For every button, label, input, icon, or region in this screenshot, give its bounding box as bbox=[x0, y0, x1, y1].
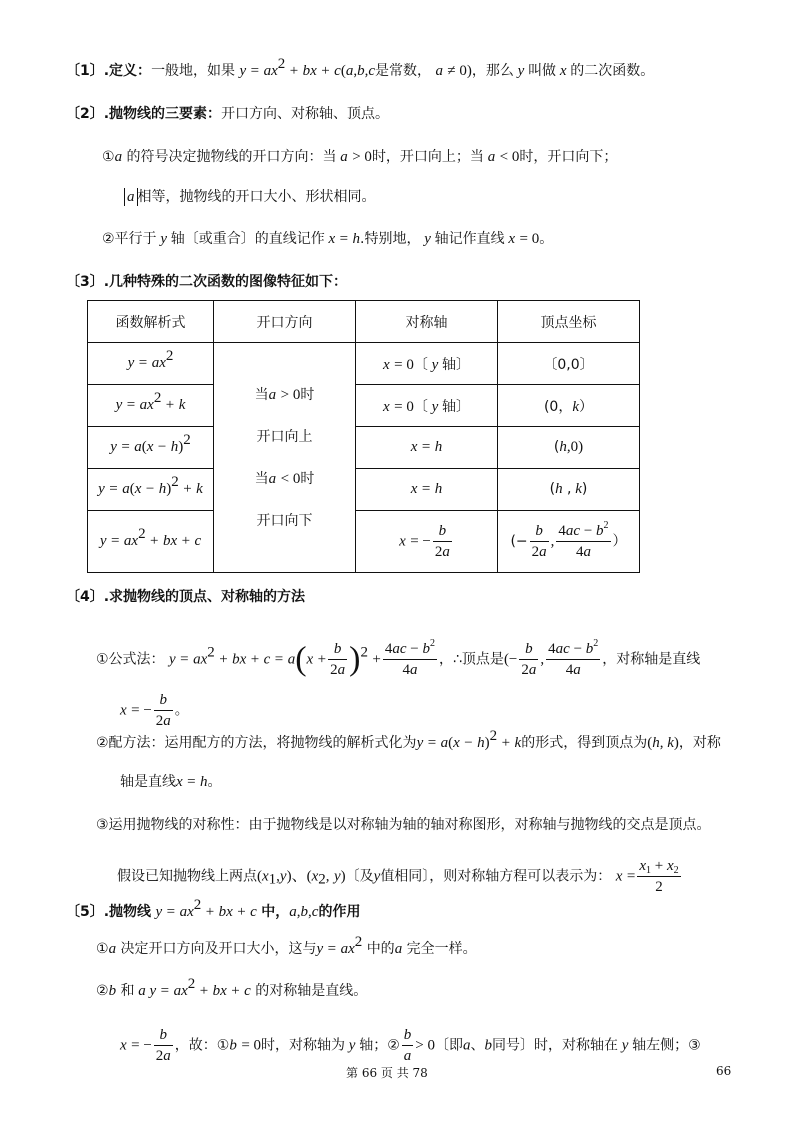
section-4-heading-line bbox=[66, 587, 305, 607]
table-cell-formula: $y = ax^2 + k$ bbox=[88, 385, 214, 427]
section-2-heading: 〔2〕.抛物线的三要素： bbox=[66, 106, 222, 122]
table-row bbox=[88, 427, 640, 469]
table-header: 对称轴 bbox=[356, 301, 498, 343]
section-5-heading: 〔5〕.抛物线 bbox=[66, 904, 152, 920]
table-cell-formula: $y = a(x - h)^2$ bbox=[88, 427, 214, 469]
abs-a-line: a 相等，抛物线的开口大小、形状相同。 bbox=[124, 187, 376, 207]
table-header: 顶点坐标 bbox=[498, 301, 640, 343]
page-number: 66 bbox=[716, 1064, 732, 1078]
page-footer-center: 第 66 页 共 78 bbox=[346, 1066, 428, 1080]
completing-square-axis-line: 轴是直线x = h。 bbox=[120, 774, 222, 790]
table-cell-vertex: (h,0) bbox=[498, 427, 640, 469]
section-3-heading: 〔3〕.几种特殊的二次函数的图像特征如下： bbox=[66, 274, 348, 290]
table-cell-opening: 当a > 0时 开口向上 当a < 0时 开口向下 bbox=[214, 343, 356, 573]
two-points-line: 假设已知抛物线上两点$(x_1,y)$、($x_2$, y)〔及y值相同〕，则对称轴方程可以表示为： x = $\frac{x_1 + x_2}{2}$ bbox=[117, 858, 679, 895]
table-cell-formula: $y = ax^2$ + bx + c bbox=[88, 511, 214, 573]
sign-of-a-line: ①a 的符号决定抛物线的开口方向：当 a > 0时，开口向上；当 a < 0时，开口向下； bbox=[102, 149, 618, 165]
table-cell-formula: $y = ax^2$ bbox=[88, 343, 214, 385]
table-row bbox=[88, 469, 640, 511]
quadratic-features-table bbox=[87, 300, 640, 573]
symmetry-method-line: ③运用抛物线的对称性：由于抛物线是以对称轴为轴的轴对称图形，对称轴与抛物线的交点是顶点。 bbox=[96, 817, 711, 833]
section-2-heading-line: 〔2〕.抛物线的三要素：开口方向、对称轴、顶点。 bbox=[66, 106, 390, 122]
table-cell-formula: $y = a(x - h)^2 + k$ bbox=[88, 469, 214, 511]
table-cell-axis: x = 0〔 y 轴〕 bbox=[356, 385, 498, 427]
formula-method-line: ①公式法： $y = ax^2$ + bx + c = a(x + $\frac{b}{2a}$ )$^2$ + $\frac{4ac - b^2}{4a}$ ，∴顶点是(− $\frac{b}{2a}$ , $\frac{4ac - b^2}{4a}$ ，对称轴是直线 bbox=[96, 638, 701, 678]
table-row bbox=[88, 511, 640, 573]
table-cell-axis: x = h bbox=[356, 469, 498, 511]
completing-square-line: ②配方法：运用配方的方法，将抛物线的解析式化为$y = a(x - h)^2 + k$的形式，得到顶点为(h, k)，对称 bbox=[96, 728, 721, 751]
table-header: 函数解析式 bbox=[88, 301, 214, 343]
table-cell-vertex: (− $\frac{b}{2a}$ , $\frac{4ac - b^2}{4a}$ ） bbox=[498, 511, 640, 573]
table-row bbox=[88, 385, 640, 427]
formula-method-axis-line: x = − $\frac{b}{2a}$ 。 bbox=[120, 692, 189, 729]
table-cell-vertex: (h , k) bbox=[498, 469, 640, 511]
role-of-b-line: ②b 和 a $y = ax^2$ + bx + c 的对称轴是直线。 bbox=[96, 976, 368, 999]
table-header-row bbox=[88, 301, 640, 343]
section-3-heading-line bbox=[66, 272, 347, 292]
table-row bbox=[88, 343, 640, 385]
table-header: 开口方向 bbox=[214, 301, 356, 343]
parallel-y-axis-line: ②平行于 y 轴〔或重合〕的直线记作 x = h.特别地， y 轴记作直线 x = 0。 bbox=[102, 231, 554, 247]
table-cell-vertex: (0，k） bbox=[498, 385, 640, 427]
definition-line: 〔1〕.定义：一般地，如果 $y = ax^2$ + bx + c(a,b,c是常数， a ≠ 0)，那么 y 叫做 x 的二次函数。 bbox=[66, 56, 655, 79]
section-1-heading: 〔1〕.定义： bbox=[66, 63, 152, 79]
table-cell-axis: x = h bbox=[356, 427, 498, 469]
table-cell-axis: x = − $\frac{b}{2a}$ bbox=[356, 511, 498, 573]
section-5-heading-line: 〔5〕.抛物线 $y = ax^2$ + bx + c 中，a,b,c的作用 bbox=[66, 897, 361, 920]
role-of-a-line: ①a 决定开口方向及开口大小，这与$y = ax^2$ 中的a 完全一样。 bbox=[96, 934, 477, 957]
table-cell-axis: x = 0〔 y 轴〕 bbox=[356, 343, 498, 385]
table-cell-vertex: 〔0,0〕 bbox=[498, 343, 640, 385]
axis-cases-line: x = − $\frac{b}{2a}$ ，故：①b = 0时，对称轴为 y 轴；② $\frac{b}{a}$ > 0〔即a、b同号〕时，对称轴在 y 轴左侧；③ bbox=[120, 1027, 701, 1064]
section-4-heading: 〔4〕.求抛物线的顶点、对称轴的方法 bbox=[66, 589, 306, 605]
